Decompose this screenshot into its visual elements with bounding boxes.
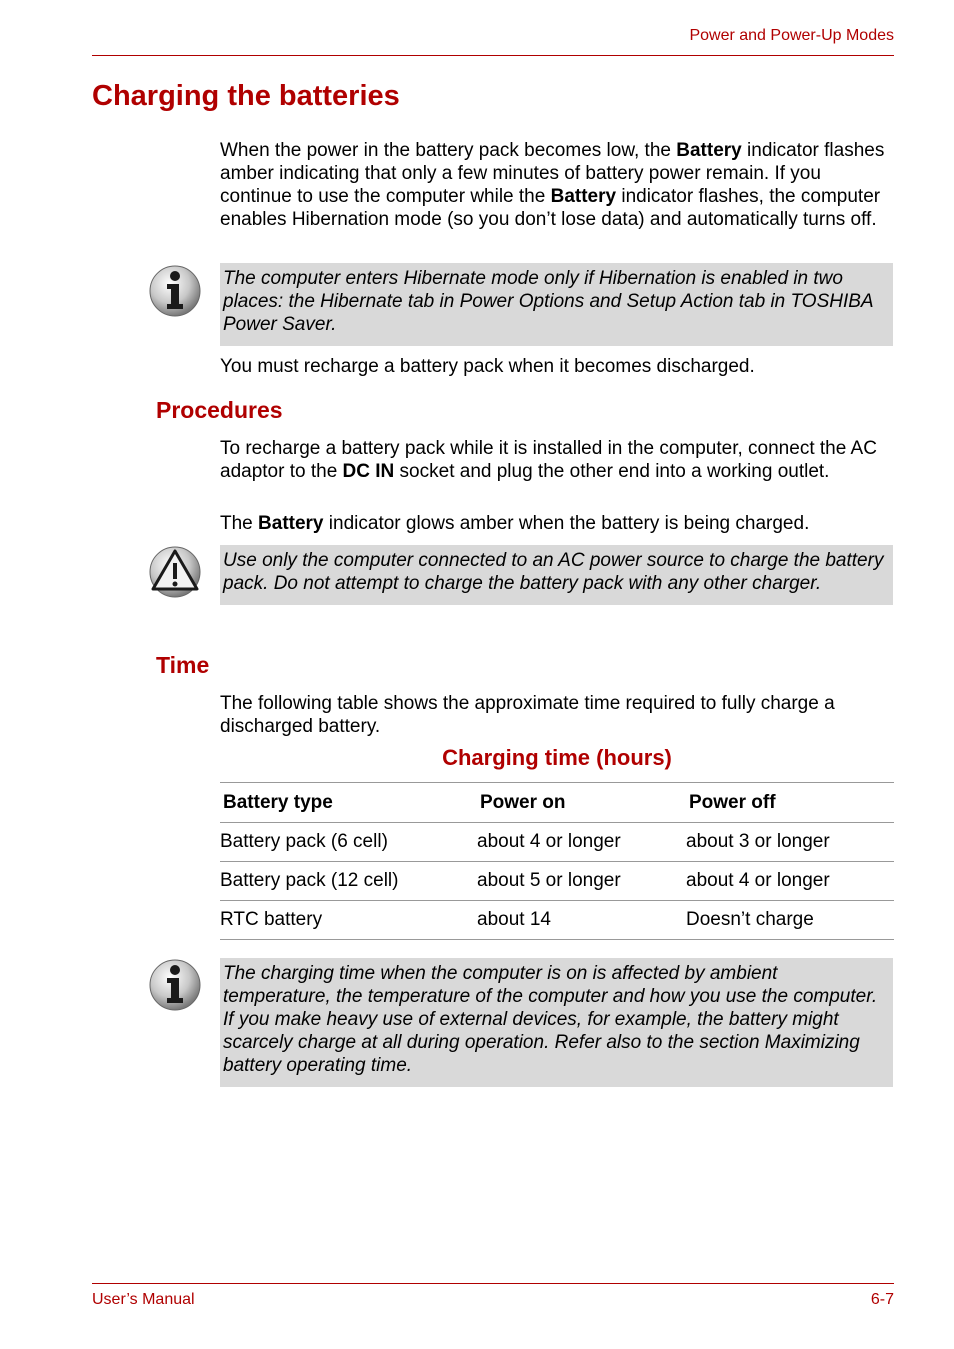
info-icon xyxy=(148,958,202,1012)
column-header: Power on xyxy=(480,791,566,813)
table-row xyxy=(220,901,894,940)
table-row xyxy=(220,862,894,901)
procedures-heading: Procedures xyxy=(156,397,283,423)
caution-note: Use only the computer connected to an AC power source to charge the battery pack. Do not attempt to charge the battery pack with any other charger. xyxy=(220,545,893,605)
footer-manual-title: User’s Manual xyxy=(92,1291,195,1308)
recharge-paragraph: You must recharge a battery pack when it becomes discharged. xyxy=(220,356,755,377)
table-title: Charging time (hours) xyxy=(442,745,672,770)
time-paragraph: The following table shows the approximate time required to fully charge a discharged battery. xyxy=(220,693,835,737)
page-title: Charging the batteries xyxy=(92,80,400,112)
charging-time-note: The charging time when the computer is on is affected by ambient temperature, the temperature of the computer and how you use the computer. If you make heavy use of external devices, for example, the battery might scarcely charge at all during operation. Refer also to the section Maximizing battery operating time. xyxy=(220,958,893,1087)
info-icon xyxy=(148,264,202,318)
running-header: Power and Power-Up Modes xyxy=(689,27,894,44)
column-header: Battery type xyxy=(223,791,333,813)
table-cell: about 5 or longer xyxy=(477,870,621,891)
table-cell: about 3 or longer xyxy=(686,831,830,852)
table-header-row xyxy=(220,782,894,823)
header-rule xyxy=(92,55,894,56)
time-heading: Time xyxy=(156,652,210,678)
table-cell: Doesn’t charge xyxy=(686,909,814,930)
hibernate-note: The computer enters Hibernate mode only if Hibernation is enabled in two places: the Hibernate tab in Power Options and Setup Action tab in TOSHIBA Power Saver. xyxy=(220,263,893,346)
page-number: 6-7 xyxy=(870,1291,894,1308)
warning-icon xyxy=(148,545,202,599)
table-cell: about 4 or longer xyxy=(477,831,621,852)
battery-indicator-paragraph: The Battery indicator glows amber when the battery is being charged. xyxy=(220,513,810,534)
charging-time-table xyxy=(220,782,894,940)
table-cell: RTC battery xyxy=(220,909,323,930)
column-header: Power off xyxy=(689,791,776,813)
intro-paragraph: When the power in the battery pack becomes low, the Battery indicator flashes amber indicating that only a few minutes of battery power remain. If you continue to use the computer while the Battery indicator flashes, the computer enables Hibernation mode (so you don’t lose data) and automatically turns off. xyxy=(220,140,885,230)
table-cell: about 14 xyxy=(477,909,551,930)
table-cell: Battery pack (6 cell) xyxy=(220,831,388,852)
footer-rule xyxy=(92,1283,894,1284)
table-row xyxy=(220,823,894,862)
procedures-paragraph: To recharge a battery pack while it is installed in the computer, connect the AC adaptor to the DC IN socket and plug the other end into a working outlet. xyxy=(220,438,877,482)
table-cell: Battery pack (12 cell) xyxy=(220,870,399,891)
table-cell: about 4 or longer xyxy=(686,870,830,891)
